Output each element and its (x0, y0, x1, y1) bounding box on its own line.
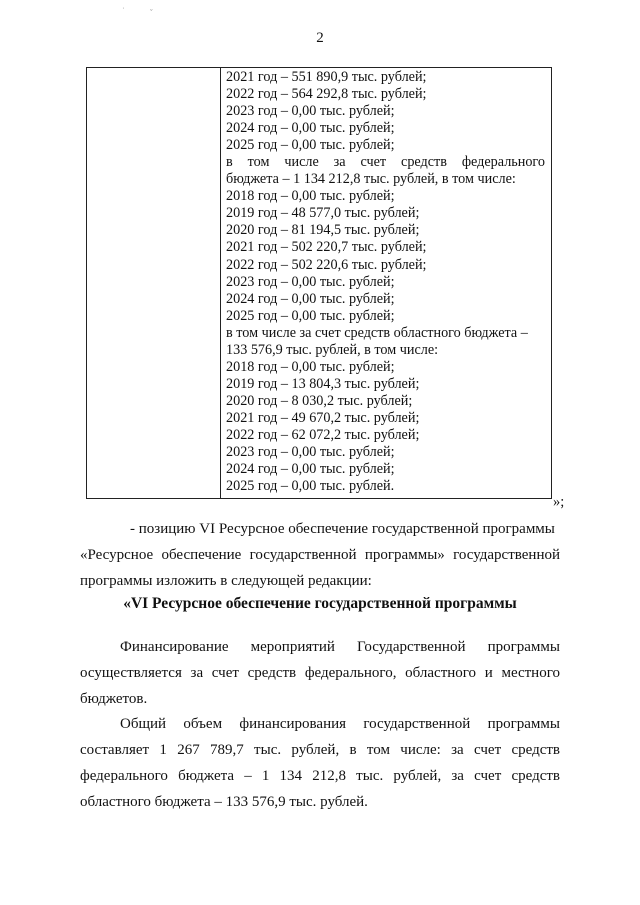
table-line: 2018 год – 0,00 тыс. рублей; (226, 188, 395, 205)
table-line: 2023 год – 0,00 тыс. рублей; (226, 444, 395, 461)
paragraph-line: Общий объем финансирования государственной программы (120, 716, 560, 732)
table-line: 2025 год – 0,00 тыс. рублей; (226, 137, 395, 154)
table-line: 2021 год – 551 890,9 тыс. рублей; (226, 69, 427, 85)
table-line: 2025 год – 0,00 тыс. рублей. (226, 478, 395, 495)
table-value-cell (221, 68, 552, 499)
paragraph-line: бюджетов. (80, 691, 148, 707)
table-line: бюджета – 1 134 212,8 тыс. рублей, в том числе: (226, 171, 516, 188)
total-funding-paragraph (80, 711, 560, 815)
table-row (87, 68, 552, 499)
amendment-paragraph (80, 516, 560, 594)
table-line: 2021 год – 502 220,7 тыс. рублей; (226, 239, 427, 256)
table-line: 2019 год – 13 804,3 тыс. рублей; (226, 375, 420, 392)
paragraph-line: осуществляется за счет средств федерального, областного и местного (80, 665, 560, 681)
table-line: 2024 год – 0,00 тыс. рублей; (226, 120, 395, 137)
table-line: 2022 год – 62 072,2 тыс. рублей; (226, 426, 420, 443)
table-line: 2025 год – 0,00 тыс. рублей; (226, 307, 395, 324)
table-line: 2023 год – 0,00 тыс. рублей; (226, 273, 395, 290)
table-line: 2024 год – 0,00 тыс. рублей; (226, 461, 395, 478)
table-line: 2020 год – 81 194,5 тыс. рублей; (226, 222, 420, 239)
table-line: в том числе за счет средств федерального (226, 154, 545, 171)
scan-artifact: ˇ (150, 8, 153, 17)
paragraph-line: - позицию VI Ресурсное обеспечение государственной программы (130, 521, 555, 537)
paragraph-line: федерального бюджета – 1 134 212,8 тыс. рублей, за счет средств (80, 768, 560, 784)
table-line: 2020 год – 8 030,2 тыс. рублей; (226, 392, 413, 409)
table-line: 2022 год – 502 220,6 тыс. рублей; (226, 256, 427, 273)
section-heading: «VI Ресурсное обеспечение государственной программы (123, 595, 517, 612)
table-line: 2021 год – 49 670,2 тыс. рублей; (226, 409, 420, 426)
table-closing-quote: »; (553, 494, 565, 510)
table-line: 2018 год – 0,00 тыс. рублей; (226, 358, 395, 375)
paragraph-line: составляет 1 267 789,7 тыс. рублей, в том числе: за счет средств (80, 742, 560, 758)
table-line: 2023 год – 0,00 тыс. рублей; (226, 103, 395, 120)
paragraph-line: областного бюджета – 133 576,9 тыс. рублей. (80, 794, 368, 810)
page-number: 2 (316, 30, 324, 46)
table-label-cell (87, 68, 221, 499)
table-line: 133 576,9 тыс. рублей, в том числе: (226, 341, 439, 358)
funding-table (86, 67, 552, 499)
paragraph-line: программы изложить в следующей редакции: (80, 573, 372, 589)
table-line: в том числе за счет средств областного бюджета – (226, 324, 528, 341)
table-line: 2019 год – 48 577,0 тыс. рублей; (226, 205, 420, 222)
paragraph-line: «Ресурсное обеспечение государственной программы» государственной (80, 547, 560, 563)
scan-artifact: ˙ (122, 6, 125, 15)
table-line: 2022 год – 564 292,8 тыс. рублей; (226, 86, 427, 103)
table-line: 2024 год – 0,00 тыс. рублей; (226, 290, 395, 307)
paragraph-line: Финансирование мероприятий Государственной программы (120, 639, 560, 655)
financing-paragraph (80, 634, 560, 712)
